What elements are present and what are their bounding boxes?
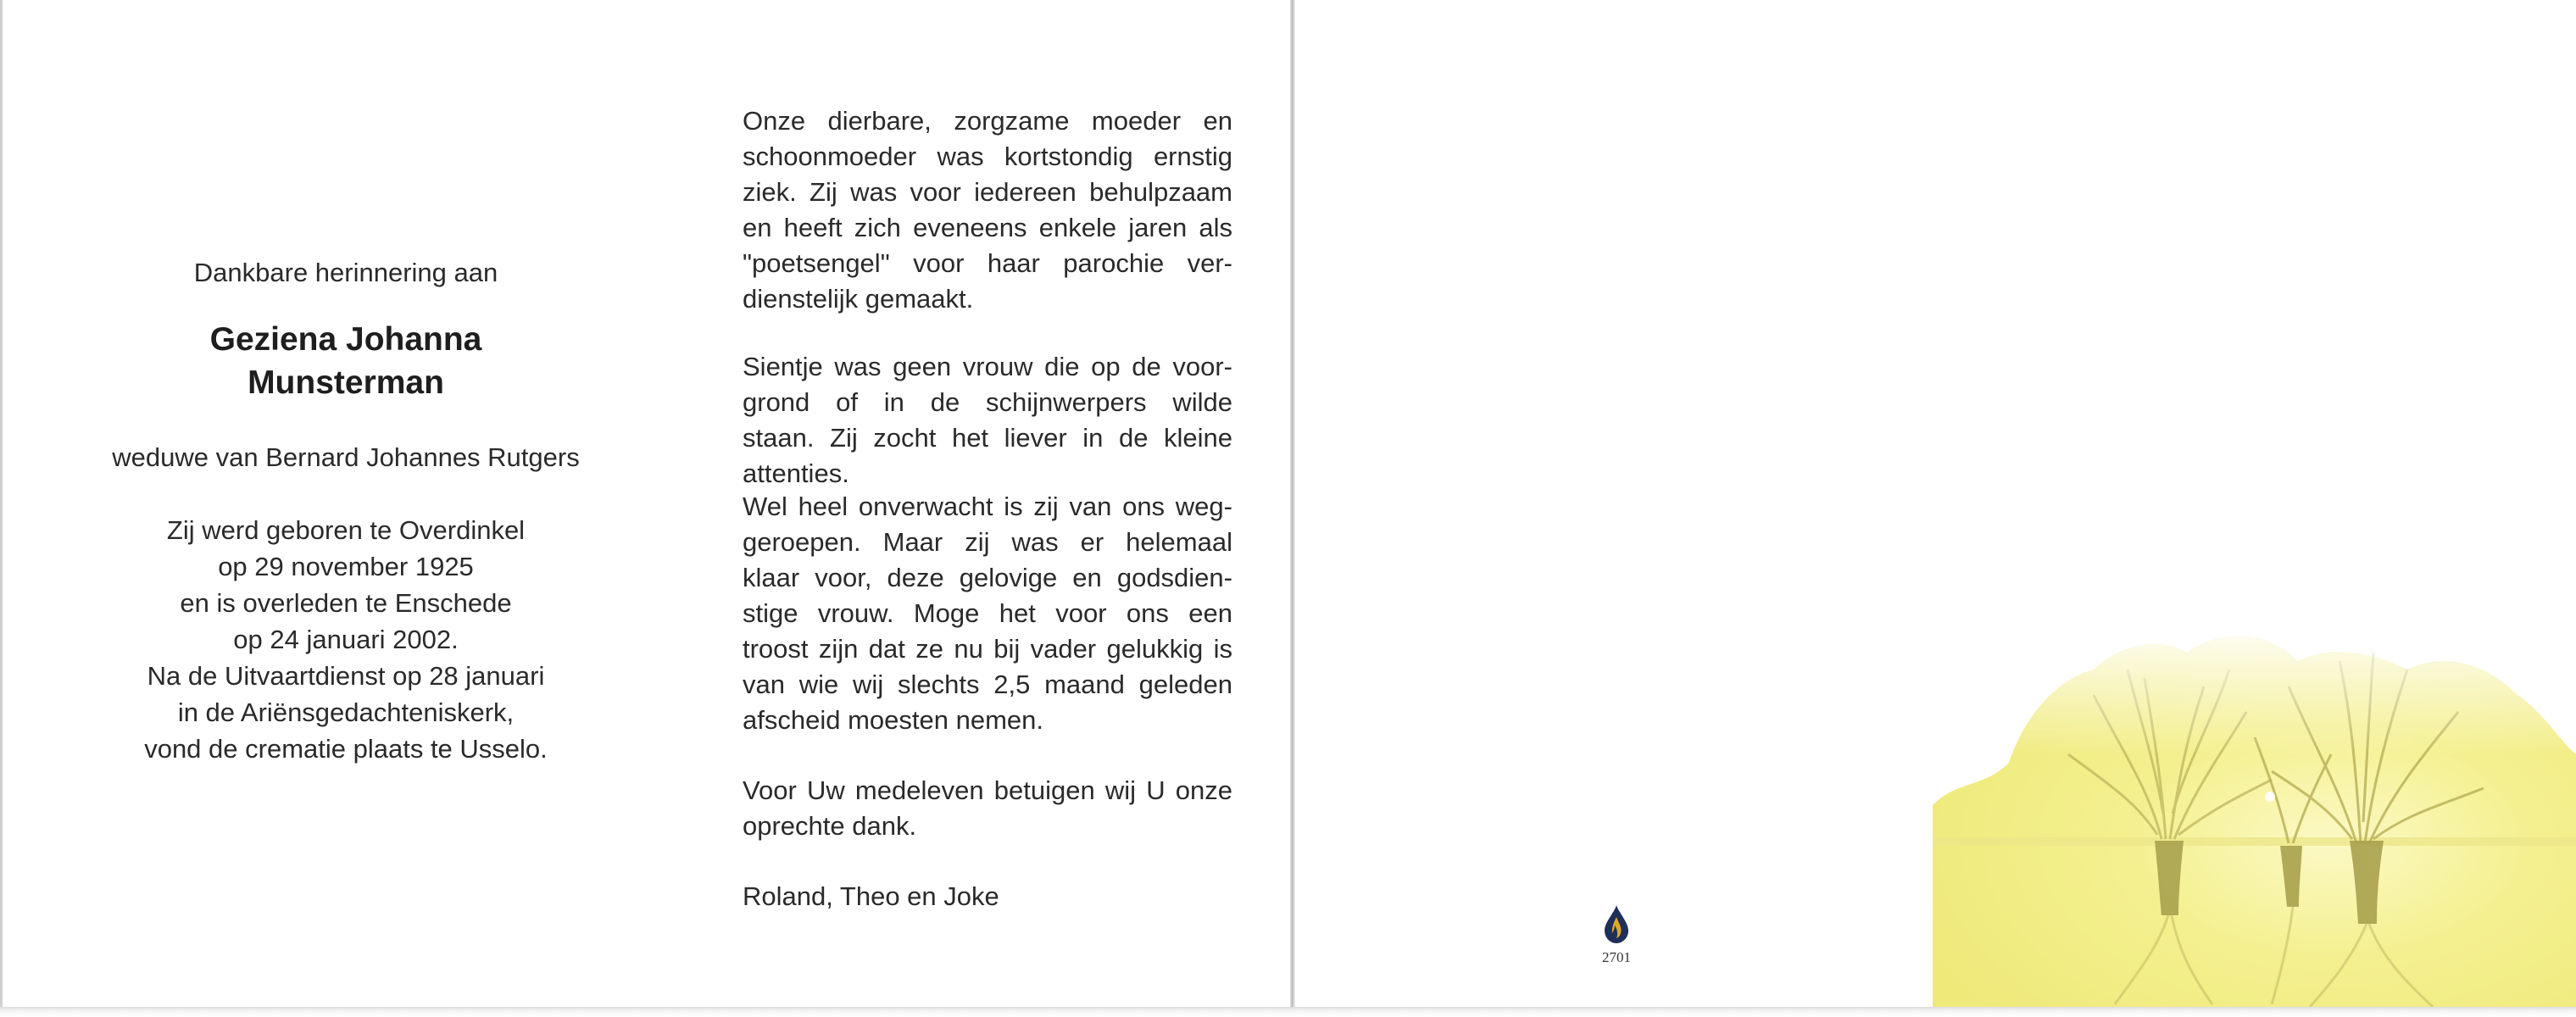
text-line: troost zijn dat ze nu bij vader gelukkig is xyxy=(743,634,1232,664)
life-line: Na de Uitvaartdienst op 28 januari xyxy=(147,661,545,691)
deceased-name xyxy=(36,318,655,404)
text-line: Sientje was geen vrouw die op de voor- xyxy=(743,352,1232,381)
yellow-willow-trees-image xyxy=(1933,619,2576,1010)
signature xyxy=(743,879,1232,914)
text-line: oprechte dank. xyxy=(743,811,917,841)
life-line: in de Ariënsgedachteniskerk, xyxy=(177,697,515,727)
text-line: stige vrouw. Moge het voor ons een xyxy=(743,598,1232,628)
life-line: Zij werd geboren te Overdinkel xyxy=(166,515,526,545)
text-line: Onze dierbare, zorgzame moeder en xyxy=(743,106,1232,136)
card-left-page xyxy=(0,0,1290,1010)
text-line: van wie wij slechts 2,5 maand geleden xyxy=(743,670,1232,699)
text-line: afscheid moesten nemen. xyxy=(743,705,1043,735)
life-line: en is overleden te Enschede xyxy=(180,588,512,618)
text-line: Voor Uw medeleven betuigen wij U onze xyxy=(743,775,1232,805)
name-line-2: Munsterman xyxy=(248,364,444,401)
life-line: op 29 november 1925 xyxy=(218,552,474,581)
text-line: dienstelijk gemaakt. xyxy=(743,284,974,314)
paragraph-4 xyxy=(743,773,1232,844)
paragraph-2 xyxy=(743,349,1232,492)
widow-text: weduwe van Bernard Johannes Rutgers xyxy=(112,442,580,472)
text-line: ziek. Zij was voor iedereen behulpzaam xyxy=(743,177,1232,207)
text-line: klaar voor, deze gelovige en godsdien- xyxy=(743,563,1232,592)
life-line: vond de crematie plaats te Usselo. xyxy=(144,734,548,764)
text-line: "poetsengel" voor haar parochie ver- xyxy=(743,248,1232,278)
flame-drop-icon xyxy=(1602,903,1631,946)
signature-text: Roland, Theo en Joke xyxy=(743,881,999,911)
logo-number: 2701 xyxy=(1602,949,1631,965)
text-line: schoonmoeder was kortstondig ernstig xyxy=(743,142,1232,171)
card-bottom-edge xyxy=(0,1007,2576,1017)
text-line: attenties. xyxy=(743,458,849,488)
name-line-1: Geziena Johanna xyxy=(209,321,482,358)
text-line: grond of in de schijnwerpers wilde xyxy=(743,387,1232,417)
paragraph-1 xyxy=(743,103,1232,317)
text-line: Wel heel onverwacht is zij van ons weg- xyxy=(743,492,1232,521)
text-line: geroepen. Maar zij was er helemaal xyxy=(743,527,1232,557)
life-details xyxy=(36,512,655,767)
intro-text: Dankbare herinnering aan xyxy=(193,258,498,287)
paragraph-3 xyxy=(743,489,1232,738)
life-line: op 24 januari 2002. xyxy=(233,625,459,654)
text-line: staan. Zij zocht het liever in de kleine xyxy=(743,423,1232,453)
text-line: en heeft zich eveneens enkele jaren als xyxy=(743,213,1232,242)
